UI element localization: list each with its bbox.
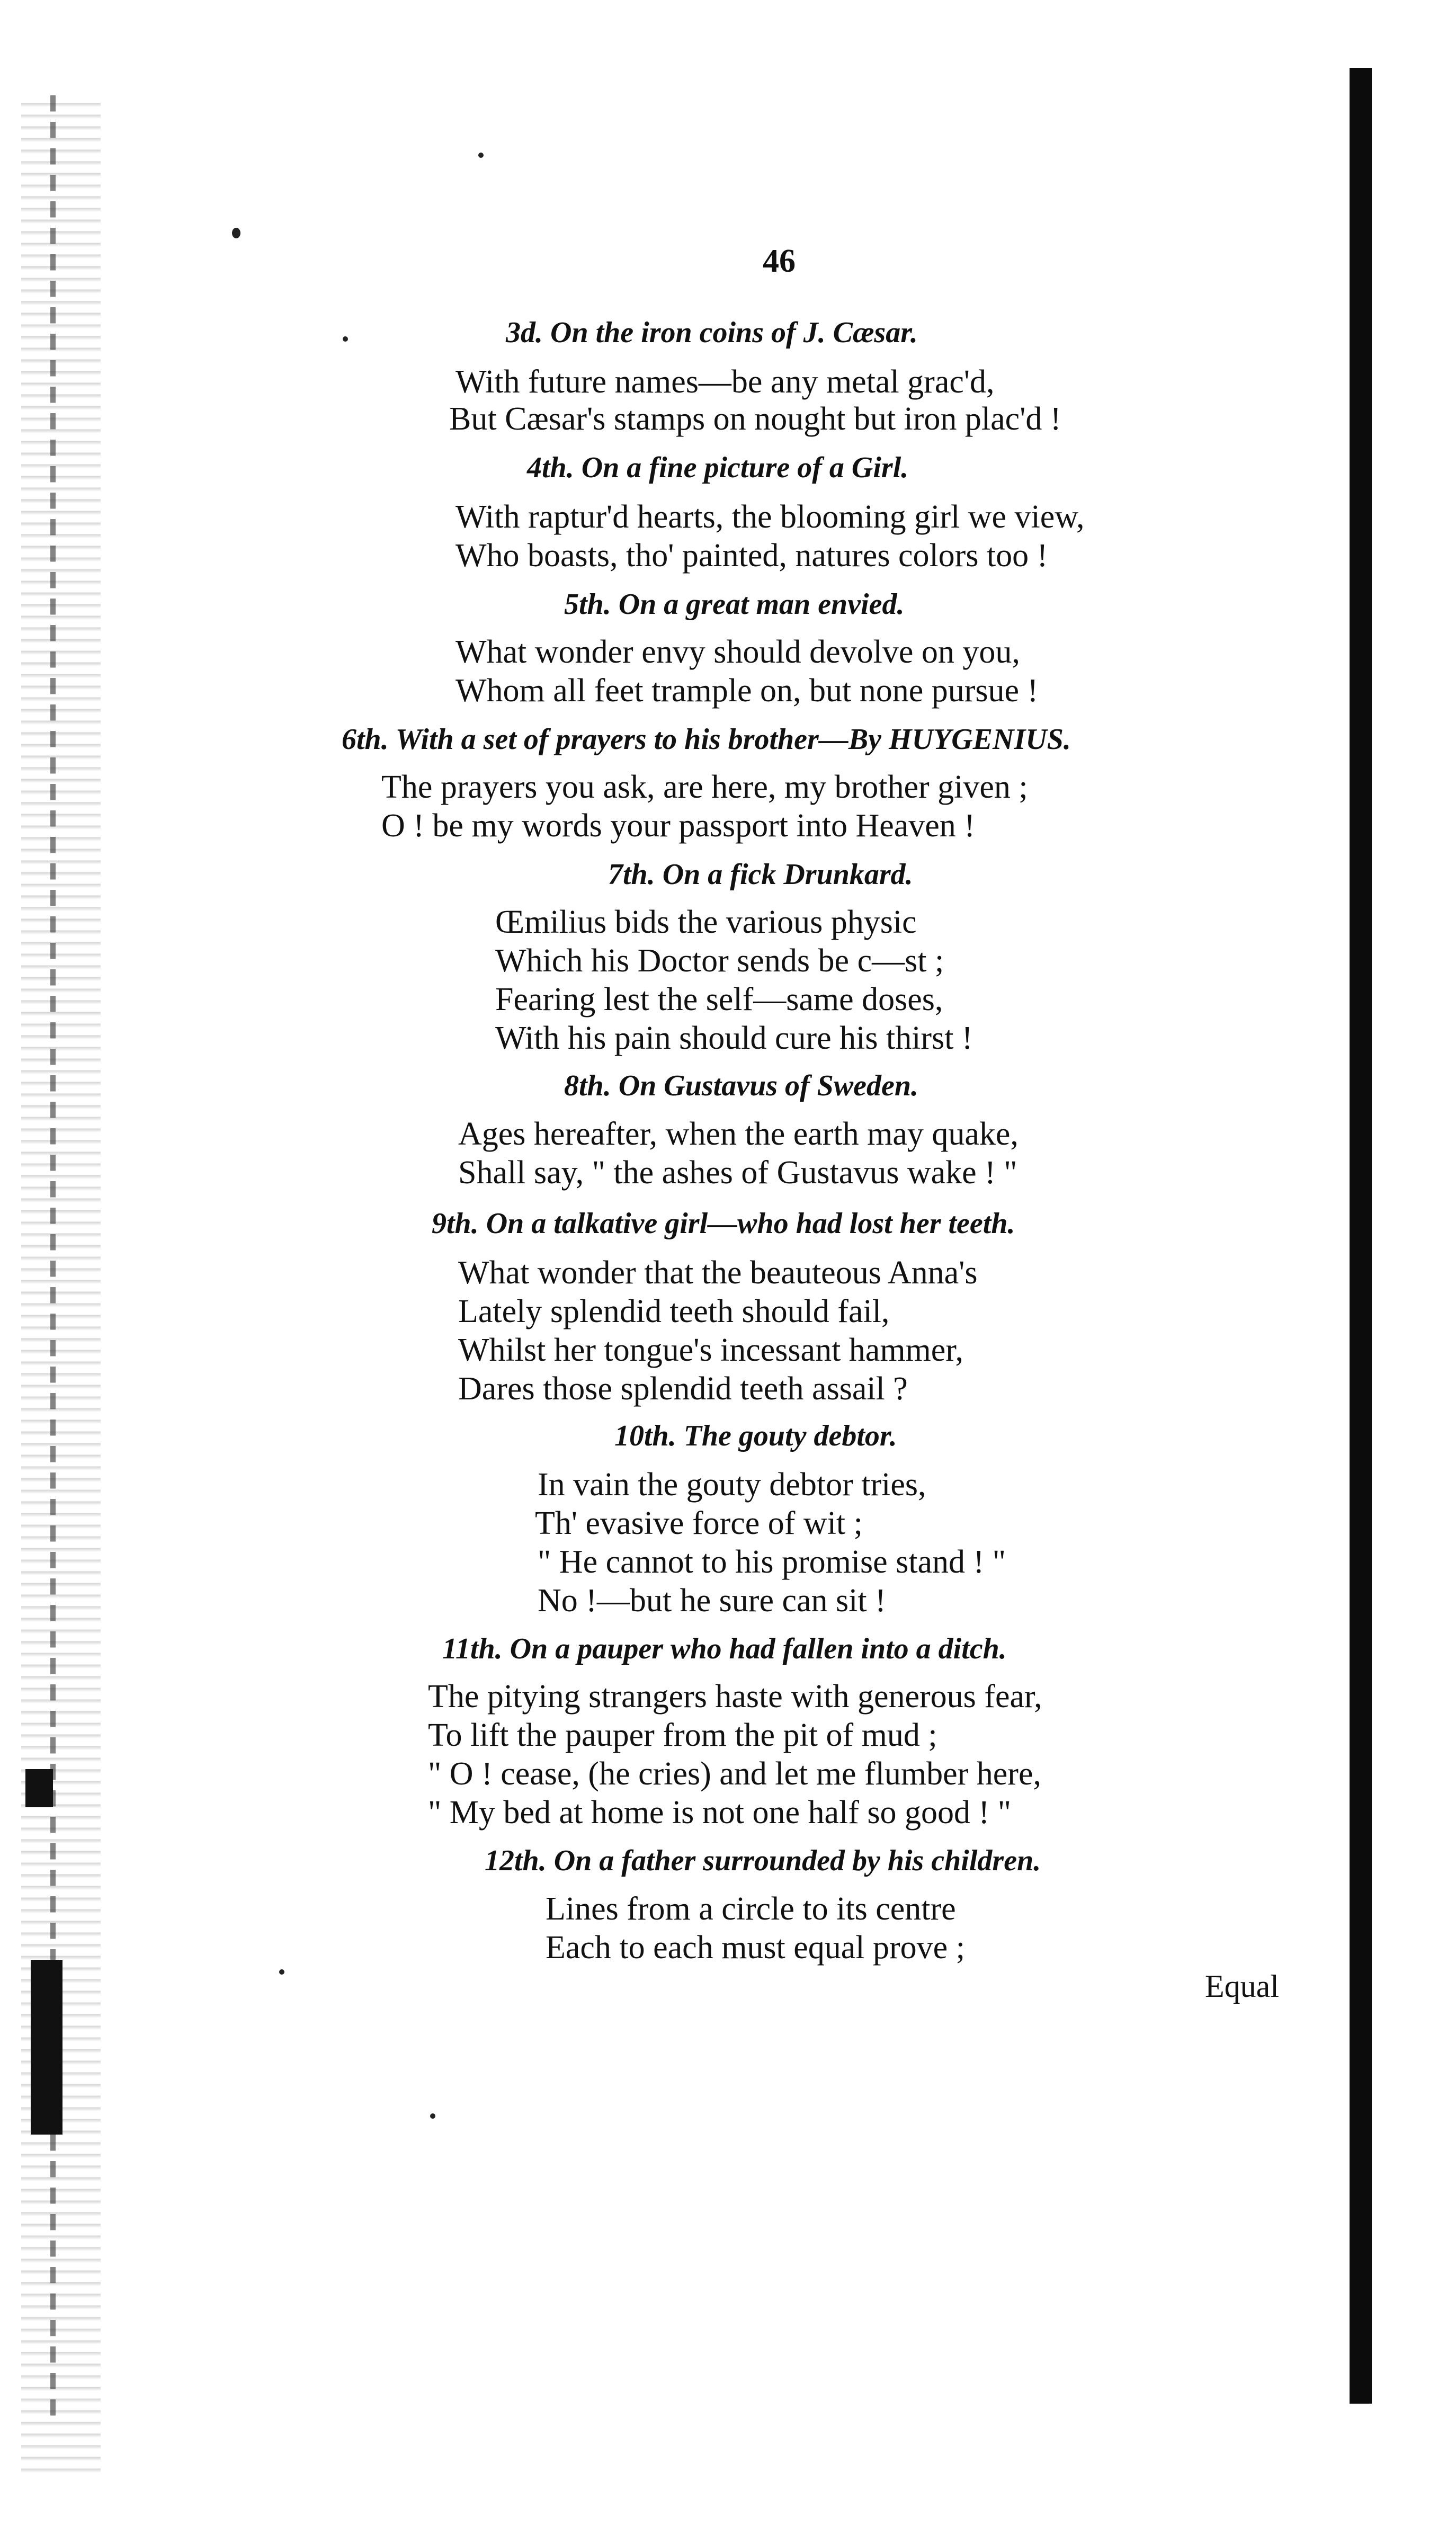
epigram-heading: 6th. With a set of prayers to his brother—By HUYGENIUS. — [342, 723, 1071, 756]
epigram-heading: 11th. On a pauper who had fallen into a ditch. — [442, 1632, 1007, 1665]
verse-line: With his pain should cure his thirst ! — [495, 1020, 973, 1056]
verse-line: What wonder that the beauteous Anna's — [458, 1255, 978, 1291]
epigram-heading: 12th. On a father surrounded by his children. — [485, 1844, 1041, 1877]
verse-line: Fearing lest the self—same doses, — [495, 981, 943, 1017]
verse-line: " He cannot to his promise stand ! " — [538, 1544, 1006, 1580]
verse-line: Shall say, " the ashes of Gustavus wake ! " — [458, 1155, 1017, 1191]
scan-speck — [430, 2113, 435, 2119]
verse-line: But Cæsar's stamps on nought but iron plac'd ! — [449, 401, 1061, 437]
verse-line: The pitying strangers haste with generous fear, — [428, 1679, 1042, 1715]
scan-speck — [343, 336, 348, 342]
epigram-heading: 7th. On a fick Drunkard. — [608, 858, 913, 891]
epigram-heading: 5th. On a great man envied. — [564, 588, 905, 621]
verse-line: To lift the pauper from the pit of mud ; — [428, 1717, 937, 1753]
verse-line: Ages hereafter, when the earth may quake, — [458, 1116, 1019, 1152]
verse-line: O ! be my words your passport into Heaven ! — [381, 808, 975, 844]
verse-line: Th' evasive force of wit ; — [535, 1505, 863, 1541]
verse-line: Lines from a circle to its centre — [546, 1891, 956, 1927]
scan-gutter-mark — [31, 1960, 62, 2135]
verse-line: " O ! cease, (he cries) and let me flumber here, — [428, 1756, 1041, 1792]
verse-line: What wonder envy should devolve on you, — [455, 634, 1020, 670]
epigram-heading: 10th. The gouty debtor. — [614, 1420, 897, 1452]
verse-line: Whilst her tongue's incessant hammer, — [458, 1332, 963, 1368]
verse-line: Who boasts, tho' painted, natures colors too ! — [455, 538, 1048, 574]
scan-speck — [279, 1969, 284, 1975]
epigram-heading: 8th. On Gustavus of Sweden. — [564, 1069, 919, 1102]
verse-line: The prayers you ask, are here, my brother given ; — [381, 769, 1028, 805]
epigram-heading: 9th. On a talkative girl—who had lost her teeth. — [432, 1207, 1015, 1240]
catchword: Equal — [1205, 1969, 1279, 2004]
scan-gutter-mark — [25, 1769, 53, 1807]
epigram-heading: 4th. On a fine picture of a Girl. — [527, 451, 909, 484]
verse-line: Dares those splendid teeth assail ? — [458, 1371, 908, 1407]
verse-line: No !—but he sure can sit ! — [538, 1583, 886, 1619]
verse-line: Whom all feet trample on, but none pursue ! — [455, 673, 1039, 709]
verse-line: Lately splendid teeth should fail, — [458, 1293, 890, 1329]
verse-line: In vain the gouty debtor tries, — [538, 1467, 926, 1503]
scan-speck — [478, 153, 484, 158]
verse-line: With raptur'd hearts, the blooming girl we view, — [455, 499, 1085, 535]
verse-line: With future names—be any metal grac'd, — [455, 364, 995, 400]
verse-line: Œmilius bids the various physic — [495, 904, 917, 940]
verse-line: Which his Doctor sends be c—st ; — [495, 943, 944, 979]
epigram-heading: 3d. On the iron coins of J. Cæsar. — [506, 316, 918, 349]
scan-speck — [232, 228, 240, 238]
verse-line: Each to each must equal prove ; — [546, 1930, 965, 1966]
verse-line: " My bed at home is not one half so good ! " — [428, 1795, 1012, 1831]
scan-right-edge — [1350, 68, 1372, 2404]
page-number: 46 — [763, 243, 796, 279]
